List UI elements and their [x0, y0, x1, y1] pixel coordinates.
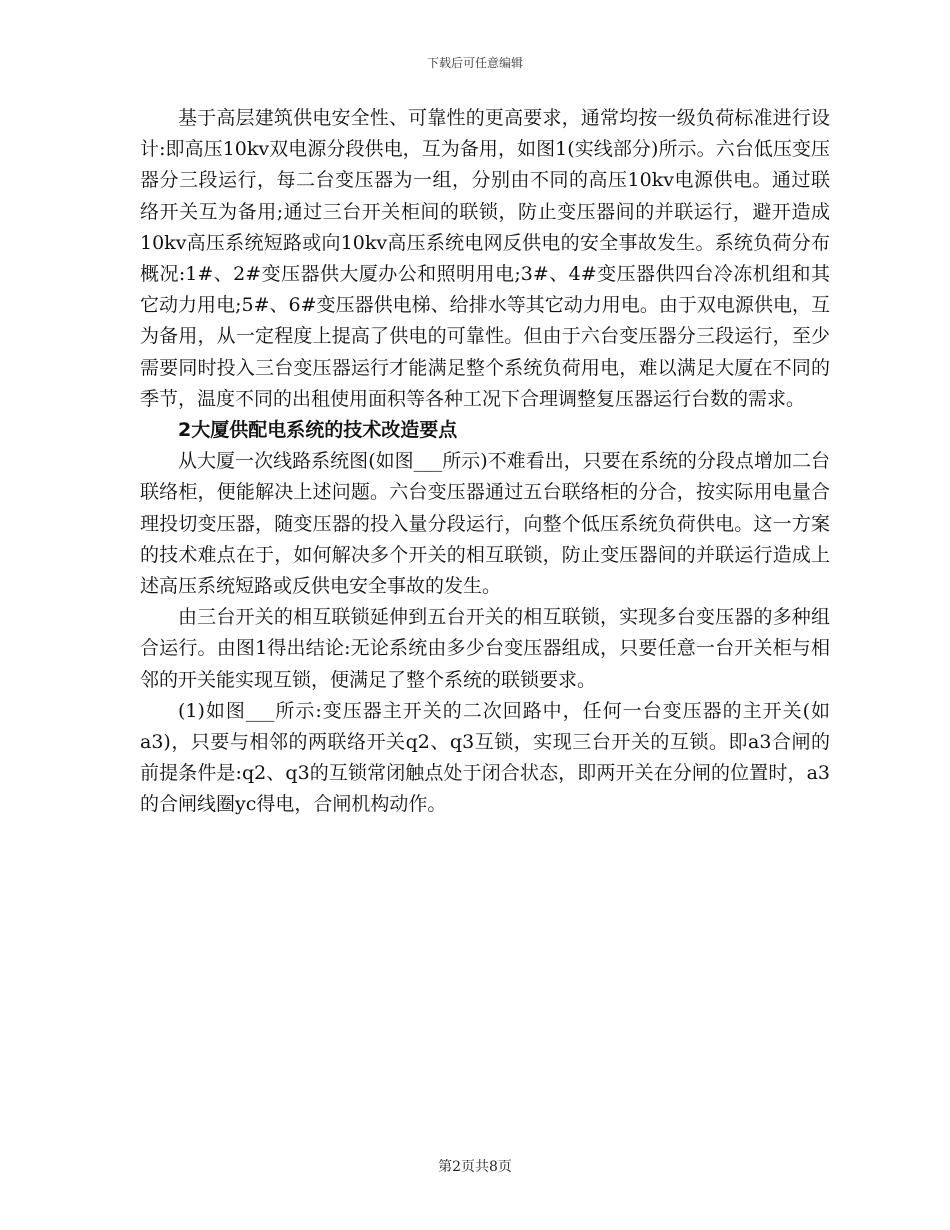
paragraph-2: 从大厦一次线路系统图(如图___所示)不难看出，只要在系统的分段点增加二台联络柜，便能解决上述问题。六台变压器通过五台联络柜的分合，按实际用电量合理投切变压器，随变压器的投入量分段运行，向整个低压系统负荷供电。这一方案的技术难点在于，如何解决多个开关的相互联锁，防止变压器间的并联运行造成上述高压系统短路或反供电安全事故的发生。: [140, 450, 830, 598]
paragraph-1: 基于高层建筑供电安全性、可靠性的更高要求，通常均按一级负荷标准进行设计:即高压10kv双电源分段供电，互为备用，如图1(实线部分)所示。六台低压变压器分三段运行，每二台变压器为一组，分别由不同的高压10kv电源供电。通过联络开关互为备用;通过三台开关柜间的联锁，防止变压器间的并联运行，避开造成10kv高压系统短路或向10kv高压系统电网反供电的安全事故发生。系统负荷分布概况:1#、2#变压器供大厦办公和照明用电;3#、4#变压器供四台冷冻机组和其它动力用电;5#、6#变压器供电梯、给排水等其它动力用电。由于双电源供电，互为备用，从一定程度上提高了供电的可靠性。但由于六台变压器分三段运行，至少需要同时投入三台变压器运行才能满足整个系统负荷用电，难以满足大厦在不同的季节，温度不同的出租使用面积等各种工况下合理调整复压器运行台数的需求。: [140, 107, 830, 410]
page-header-note: 下载后可任意编辑: [426, 56, 523, 70]
page-number: 第2页共8页: [438, 1159, 512, 1175]
paragraph-3: 由三台开关的相互联锁延伸到五台开关的相互联锁，实现多台变压器的多种组合运行。由图1得出结论:无论系统由多少台变压器组成，只要任意一台开关柜与相邻的开关能实现互锁，便满足了整个系统的联锁要求。: [140, 606, 830, 691]
paragraph-4: (1)如图___所示:变压器主开关的二次回路中，任何一台变压器的主开关(如a3)，只要与相邻的两联络开关q2、q3互锁，实现三台开关的互锁。即a3合闸的前提条件是:q2、q3的互锁常闭触点处于闭合状态，即两开关在分闸的位置时，a3的合闸线圈yc得电，合闸机构动作。: [140, 699, 830, 816]
section-heading-2: 2大厦供配电系统的技术改造要点: [178, 419, 458, 442]
document-body: [140, 103, 830, 821]
